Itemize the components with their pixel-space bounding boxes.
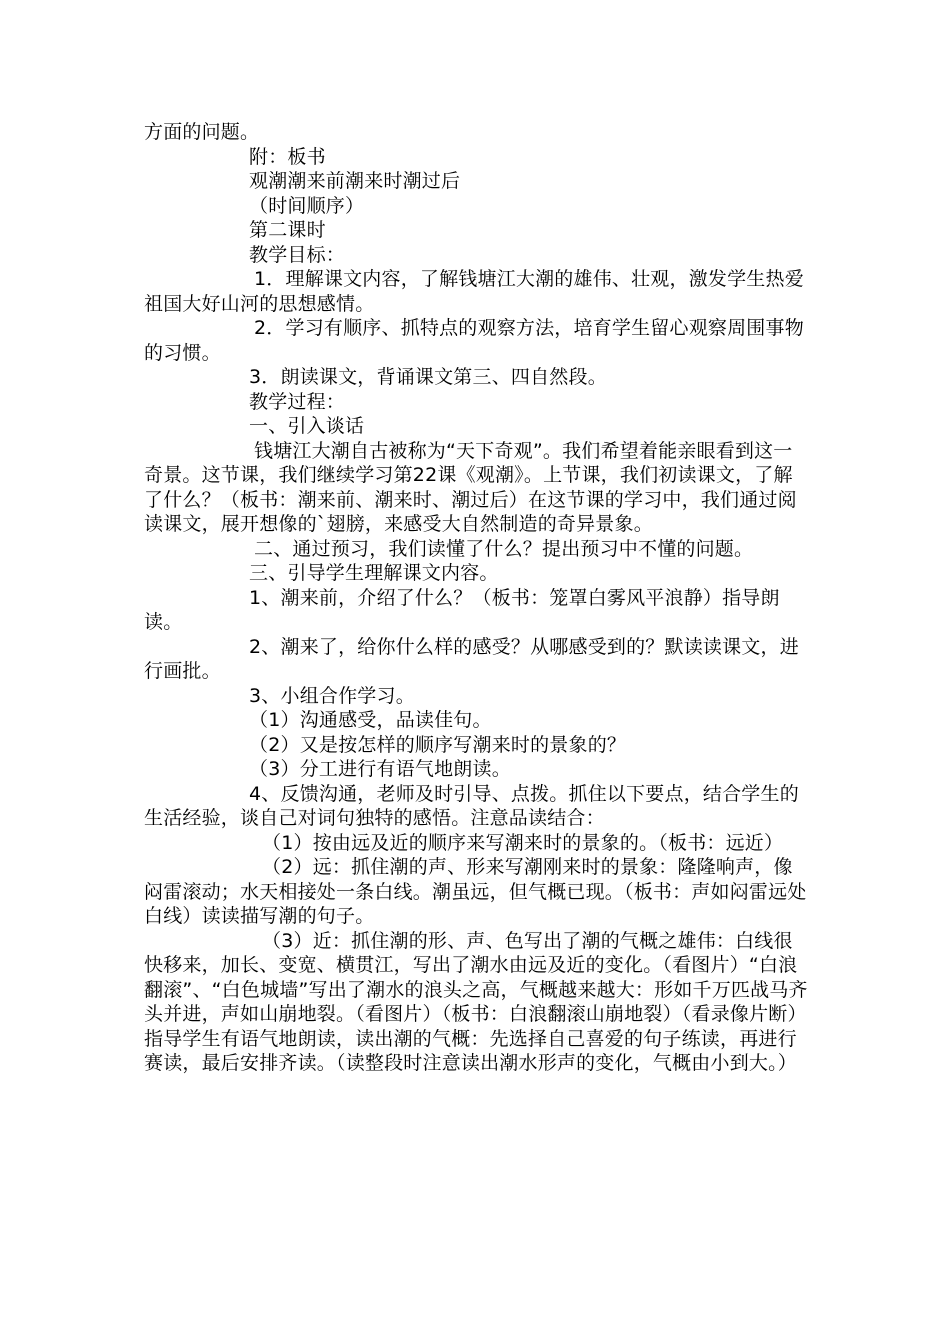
paragraph: 2、潮来了，给你什么样的感受？从哪感受到的？默读读课文，进行画批。 — [144, 635, 799, 682]
paragraph: （时间顺序） — [249, 194, 365, 217]
paragraph: 1．理解课文内容，了解钱塘江大潮的雄伟、壮观，激发学生热爱祖国大好山河的思想感情。 — [144, 268, 804, 315]
paragraph: （3）近：抓住潮的形、声、色写出了潮的气概之雄伟：白线很快移来，加长、变宽、横贯江，写出了潮水由远及近的变化。（看图片）“白浪翻滚”、“白色城墙”写出了潮水的浪头之高，气概越来越大：形如千万匹战马齐头并进，声如山崩地裂。（看图片）（板书：白浪翻滚山崩地裂）（看录像片断）指导学生有语气地朗读，读出潮的气概：先选择自己喜爱的句子练读，再进行赛读，最后安排齐读。（读整段时注意读出潮水形声的变化，气概由小到大。） — [144, 929, 808, 1074]
paragraph: 方面的问题。 — [144, 121, 260, 143]
paragraph: （3）分工进行有语气地朗读。 — [249, 758, 511, 780]
paragraph: 4、反馈沟通，老师及时引导、点拨。抓住以下要点，结合学生的生活经验，谈自己对词句独特的感悟。注意品读结合： — [144, 782, 799, 829]
paragraph: （2）远：抓住潮的声、形来写潮刚来时的景象：隆隆响声，像闷雷滚动；水天相接处一条白线。潮虽远，但气概已现。（板书：声如闷雷远处白线）读读描写潮的句子。 — [144, 856, 807, 927]
paragraph: 附：板书 — [249, 145, 326, 168]
paragraph: 钱塘江大潮自古被称为“天下奇观”。我们希望着能亲眼看到这一奇景。这节课，我们继续学习第22课《观潮》。上节课，我们初读课文，了解了什么？（板书：潮来前、潮来时、潮过后）在这节课的学习中，我们通过阅读课文，展开想像的`翅膀，来感受大自然制造的奇异景象。 — [144, 439, 797, 535]
paragraph: 教学过程： — [249, 390, 346, 413]
paragraph: （2）又是按怎样的顺序写潮来时的景象的？ — [249, 733, 627, 756]
paragraph: 观潮潮来前潮来时潮过后 — [249, 170, 461, 192]
paragraph: 3、小组合作学习。 — [249, 684, 415, 707]
paragraph: 3．朗读课文，背诵课文第三、四自然段。 — [249, 366, 607, 388]
paragraph: （1）按由远及近的顺序来写潮来时的景象的。（板书：远近） — [262, 831, 784, 854]
paragraph: 三、引导学生理解课文内容。 — [249, 562, 499, 584]
document-body — [144, 120, 810, 1076]
paragraph: 1、潮来前，介绍了什么？（板书：笼罩白雾风平浪静）指导朗读。 — [144, 586, 780, 633]
paragraph: 二、通过预习，我们读懂了什么？提出预习中不懂的问题。 — [254, 537, 754, 560]
paragraph: 第二课时 — [249, 219, 326, 241]
paragraph: 一、引入谈话 — [249, 415, 365, 437]
paragraph: 2．学习有顺序、抓特点的观察方法，培育学生留心观察周围事物的习惯。 — [144, 317, 804, 364]
paragraph: （1）沟通感受，品读佳句。 — [249, 709, 492, 731]
paragraph: 教学目标： — [249, 243, 346, 266]
